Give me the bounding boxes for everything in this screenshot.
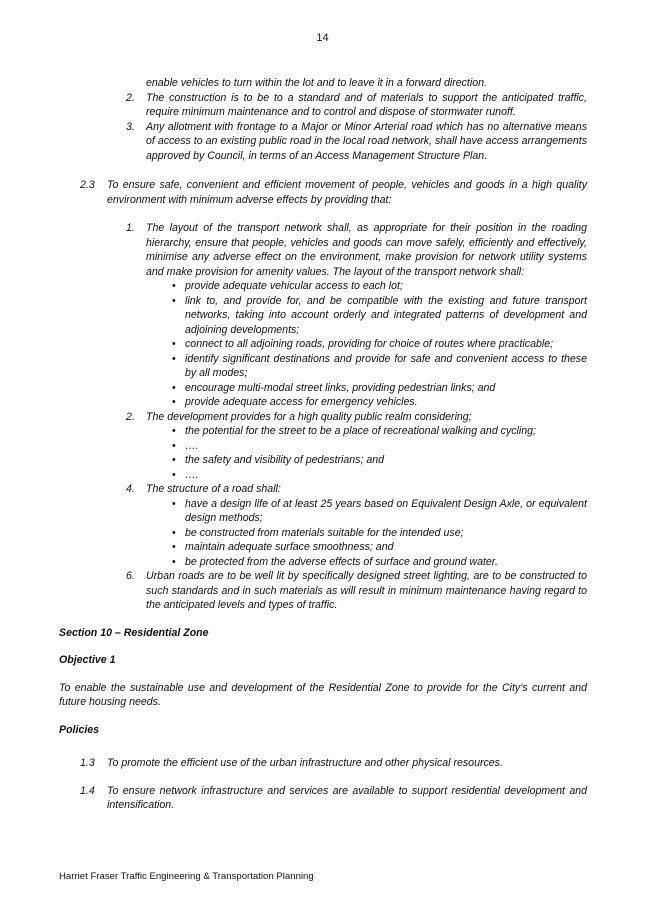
- bullet-icon: •: [172, 541, 176, 553]
- item-number: 2.: [126, 410, 135, 423]
- list-item: [59, 120, 587, 164]
- item-number: 1.: [126, 222, 135, 234]
- policy-item: [59, 756, 587, 771]
- bullet-item: [172, 424, 587, 439]
- policy-text: To ensure safe, convenient and efficient movement of people, vehicles and goods in a high quality environment with minimum adverse effects by providing that:: [107, 179, 587, 206]
- bullet-text: be constructed from materials suitable for the intended use;: [185, 526, 464, 539]
- list-item: [59, 569, 587, 613]
- policy-item: [59, 178, 587, 207]
- bullet-text: provide adequate access for emergency vehicles.: [185, 396, 418, 408]
- policies-heading: Policies: [59, 723, 100, 736]
- bullet-item: [172, 279, 587, 294]
- bullet-text: the safety and visibility of pedestrians; and: [185, 454, 385, 466]
- item-text: Urban roads are to be well lit by specifically designed street lighting, are to be constructed to such standards and in such materials as will result in minimum maintenance having regard to the anticipated levels and types of traffic.: [146, 570, 587, 611]
- item-text: Any allotment with frontage to a Major or Minor Arterial road which has no alternative means of access to an existing public road in the local road network, shall have access arrangements approved by Council, in terms of an Access Management Structure Plan.: [146, 120, 587, 162]
- document-body: [59, 76, 587, 813]
- bullet-item: [172, 395, 587, 410]
- bullet-text: maintain adequate surface smoothness; and: [185, 541, 394, 553]
- bullet-text: provide adequate vehicular access to each lot;: [185, 280, 403, 292]
- list-item: [59, 410, 587, 425]
- bullet-item: [172, 497, 587, 526]
- bullet-item: [172, 540, 587, 555]
- policy-number: 1.4: [80, 784, 95, 797]
- policy-text: To promote the efficient use of the urban infrastructure and other physical resources.: [107, 757, 503, 769]
- bullet-text: encourage multi-modal street links, providing pedestrian links; and: [185, 381, 496, 394]
- bullet-item: [172, 439, 587, 454]
- policy-number: 1.3: [80, 757, 95, 769]
- item-text: The layout of the transport network shall, as appropriate for their position in the roading hierarchy, ensure that people, vehicles and goods can move safely, efficiently and effectively, minimise any adverse effect on the environment, make provision for network utility systems and make provision for amenity values. The layout of the transport network shall:: [146, 222, 587, 278]
- item-number: 6.: [126, 570, 135, 582]
- bullet-item: [172, 468, 587, 483]
- bullet-item: [172, 381, 587, 396]
- bullet-text: connect to all adjoining roads, providing for choice of routes where practicable;: [185, 338, 554, 350]
- bullet-icon: •: [172, 439, 176, 452]
- item-number: 3.: [126, 120, 135, 133]
- section-heading: Section 10 – Residential Zone: [59, 626, 209, 639]
- bullet-text: ….: [185, 439, 199, 452]
- bullet-icon: •: [172, 280, 176, 292]
- bullet-icon: •: [172, 338, 176, 350]
- page-footer: Harriet Fraser Traffic Engineering & Transportation Planning: [59, 871, 314, 882]
- bullet-icon: •: [172, 396, 176, 408]
- bullet-text: link to, and provide for, and be compatible with the existing and future transport networks, taking into account orderly and integrated patterns of development and adjoining developments;: [185, 294, 587, 336]
- bullet-icon: •: [172, 294, 176, 307]
- bullet-text: the potential for the street to be a place of recreational walking and cycling;: [185, 425, 536, 437]
- policy-item: [59, 784, 587, 813]
- bullet-icon: •: [172, 454, 176, 466]
- bullet-icon: •: [172, 526, 176, 539]
- bullet-item: [172, 337, 587, 352]
- item-number: 4.: [126, 483, 135, 495]
- bullet-icon: •: [172, 468, 176, 481]
- bullet-item: [172, 453, 587, 468]
- bullet-item: [172, 526, 587, 541]
- objective-text: To enable the sustainable use and development of the Residential Zone to provide for the City’s current and future housing needs.: [59, 681, 587, 708]
- list-item: [59, 221, 587, 279]
- bullet-text: ….: [185, 468, 199, 481]
- bullet-icon: •: [172, 425, 176, 437]
- bullet-icon: •: [172, 497, 176, 510]
- bullet-icon: •: [172, 352, 176, 365]
- bullet-text: be protected from the adverse effects of surface and ground water.: [185, 555, 498, 568]
- item-text: The development provides for a high quality public realm considering;: [146, 410, 472, 423]
- item-text: The construction is to be to a standard and of materials to support the anticipated traffic, require minimum maintenance and to control and dispose of stormwater runoff.: [146, 91, 587, 118]
- list-item: [59, 91, 587, 120]
- item-text: The structure of a road shall:: [146, 483, 281, 495]
- bullet-text: identify significant destinations and provide for safe and convenient access to these by all modes;: [185, 352, 587, 379]
- item-number: 2.: [126, 91, 135, 104]
- bullet-item: [172, 352, 587, 381]
- bullet-text: have a design life of at least 25 years based on Equivalent Design Axle, or equivalent design methods;: [185, 497, 587, 524]
- bullet-item: [172, 555, 587, 570]
- bullet-item: [172, 294, 587, 338]
- continued-text: enable vehicles to turn within the lot and to leave it in a forward direction.: [146, 77, 487, 89]
- page-number: 14: [316, 32, 329, 44]
- bullet-icon: •: [172, 381, 176, 394]
- bullet-icon: •: [172, 555, 176, 568]
- policy-text: To ensure network infrastructure and services are available to support residential development and intensification.: [107, 784, 587, 811]
- policy-number: 2.3: [80, 179, 95, 191]
- list-item: [59, 482, 587, 497]
- objective-heading: Objective 1: [59, 654, 116, 666]
